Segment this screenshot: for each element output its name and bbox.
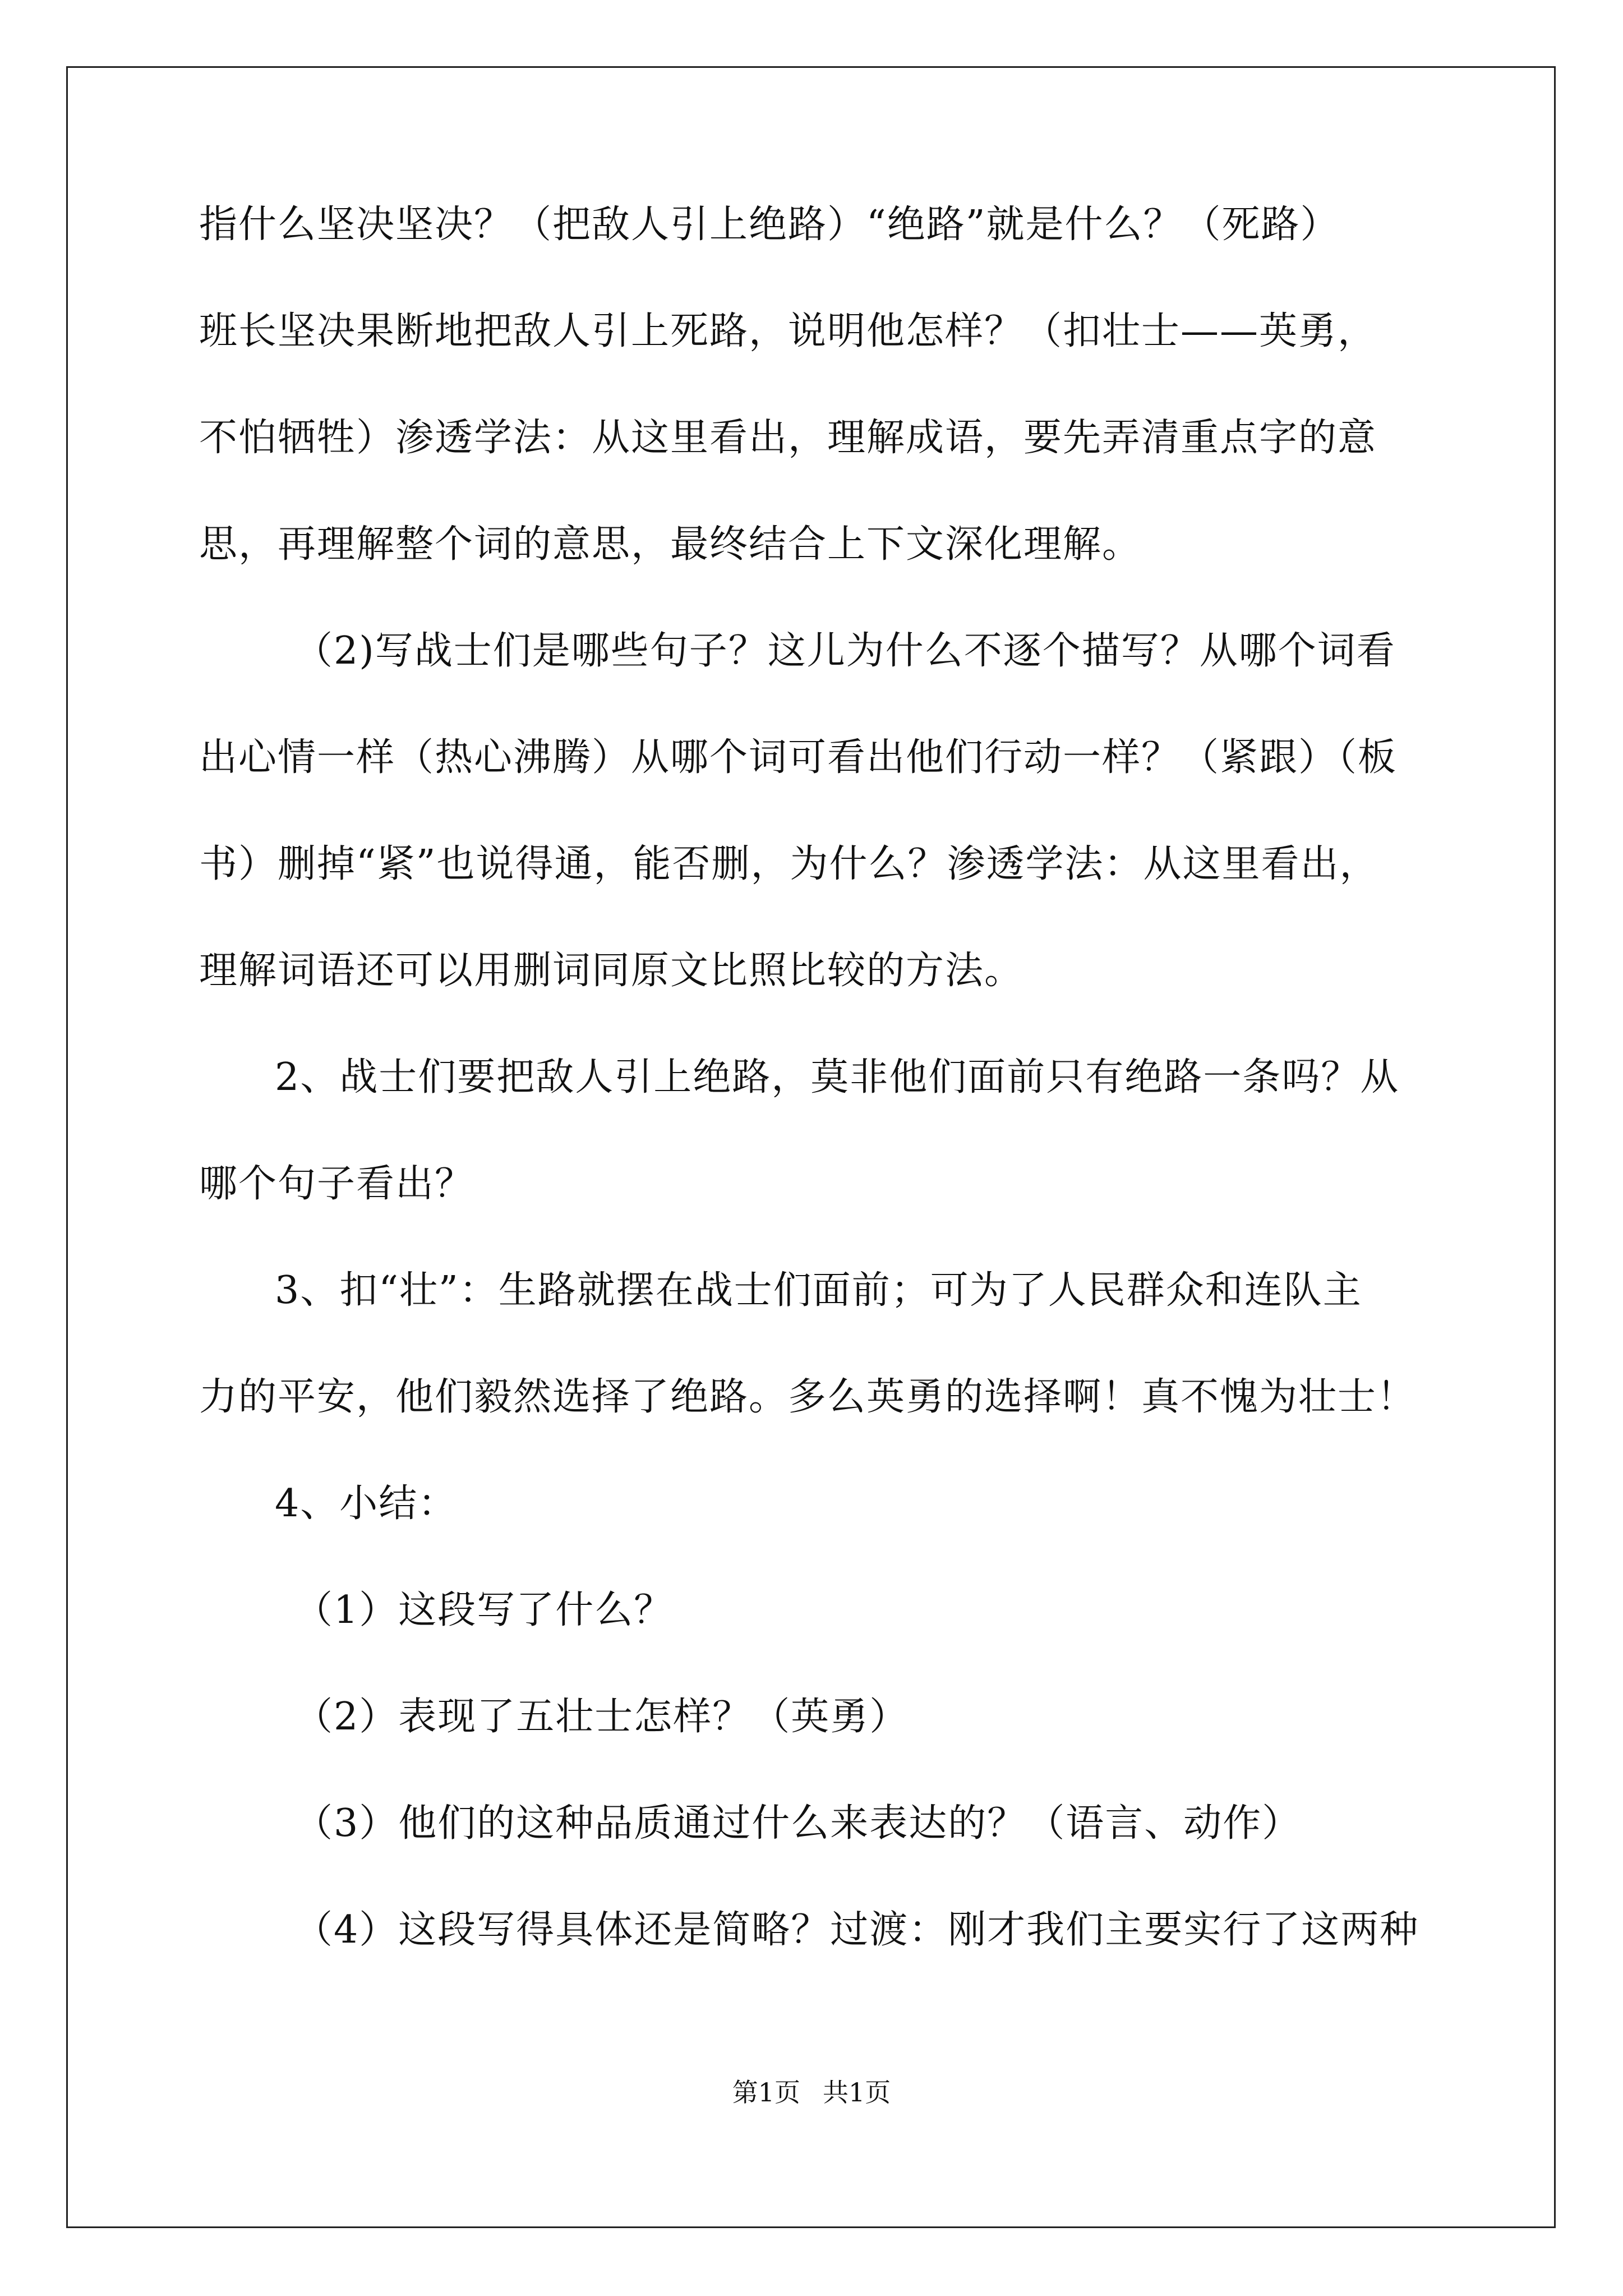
text-line-4: 思，再理解整个词的意思，最终结合上下文深化理解。 <box>199 522 1142 567</box>
text-line-15: （2）表现了五壮士怎样？（英勇） <box>294 1695 909 1739</box>
page-border <box>66 66 1556 2228</box>
text-line-14: （1）这段写了什么？ <box>294 1588 674 1632</box>
page-footer <box>0 2076 1623 2109</box>
text-line-6: 出心情一样（热心沸腾）从哪个词可看出他们行动一样？（紧跟）（板 <box>199 735 1398 780</box>
text-line-7: 书）删掉“紧”也说得通，能否删，为什么？渗透学法：从这里看出， <box>199 842 1379 886</box>
text-line-9: 2、战士们要把敌人引上绝路，莫非他们面前只有绝路一条吗？从 <box>275 1055 1400 1099</box>
text-line-11: 3、扣“壮”：生路就摆在战士们面前；可为了人民群众和连队主 <box>275 1268 1362 1313</box>
page-number: 第1页 <box>732 2077 800 2108</box>
text-line-1: 指什么坚决坚决？（把敌人引上绝路）“绝路”就是什么？（死路） <box>199 203 1340 247</box>
text-line-2: 班长坚决果断地把敌人引上死路，说明他怎样？（扣壮士——英勇， <box>199 309 1377 353</box>
text-line-16: （3）他们的这种品质通过什么来表达的？（语言、动作） <box>294 1801 1302 1846</box>
text-line-10: 哪个句子看出？ <box>199 1162 474 1206</box>
text-line-17: （4）这段写得具体还是简略？过渡：刚才我们主要实行了这两种 <box>294 1908 1419 1952</box>
text-line-3: 不怕牺牲）渗透学法：从这里看出，理解成语，要先弄清重点字的意 <box>199 416 1377 460</box>
text-line-8: 理解词语还可以用删词同原文比照比较的方法。 <box>199 949 1024 993</box>
text-line-5: （2)写战士们是哪些句子？这儿为什么不逐个描写？从哪个词看 <box>294 629 1396 673</box>
page-total: 共1页 <box>823 2077 891 2108</box>
text-line-12: 力的平安，他们毅然选择了绝路。多么英勇的选择啊！真不愧为壮士！ <box>199 1375 1417 1419</box>
text-line-13: 4、小结： <box>275 1481 458 1526</box>
